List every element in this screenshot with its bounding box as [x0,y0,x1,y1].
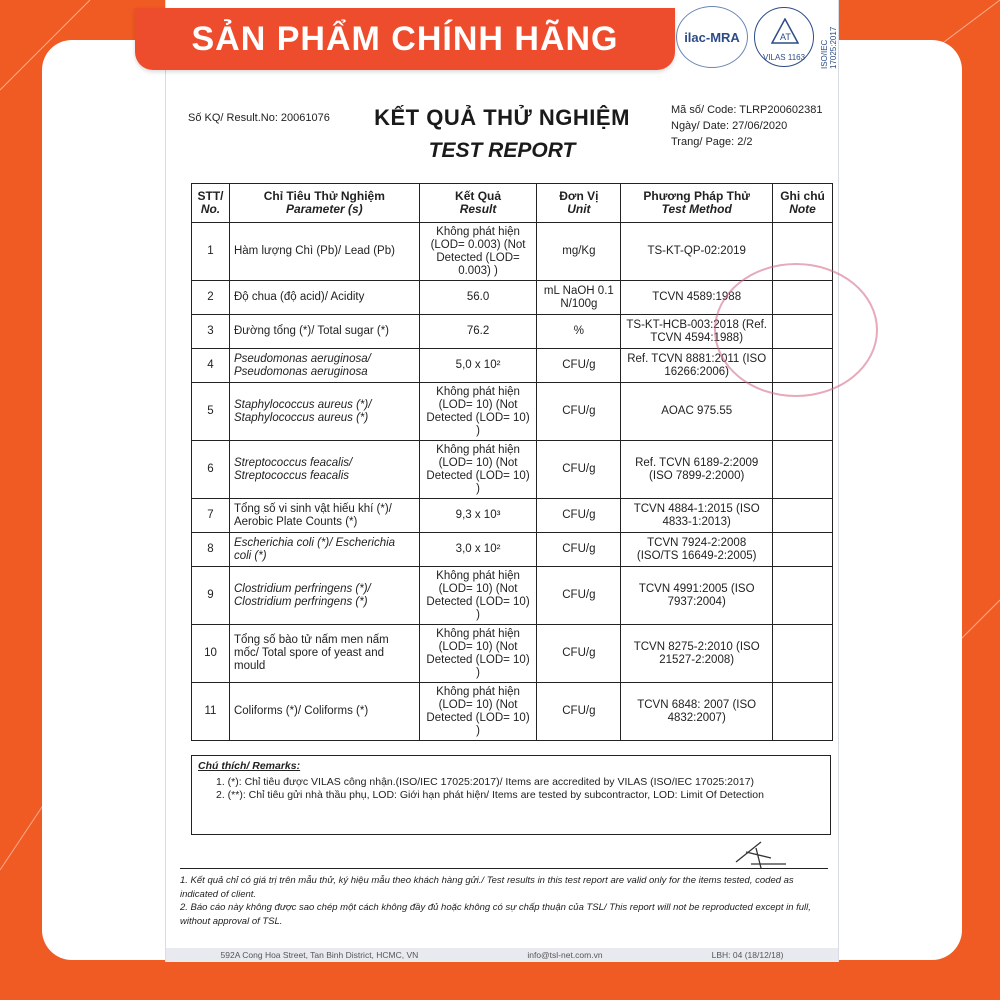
cell-no: 3 [192,315,230,349]
table-body [192,223,833,741]
test-report-document [165,0,839,962]
cell-result: 3,0 x 10² [419,533,537,567]
cell-param: Hàm lượng Chì (Pb)/ Lead (Pb) [229,223,419,281]
cell-unit: CFU/g [537,441,621,499]
cell-result: 76.2 [419,315,537,349]
cell-method: Ref. TCVN 8881:2011 (ISO 16266:2006) [621,349,773,383]
footer-notes [180,868,828,928]
cell-result: Không phát hiện (LOD= 0.003) (Not Detected (LOD= 0.003) ) [419,223,537,281]
cell-unit: mL NaOH 0.1 N/100g [537,281,621,315]
table-row [192,441,833,499]
table-header-cell [192,184,230,223]
results-table [191,183,833,741]
cell-no: 9 [192,567,230,625]
cell-note [773,315,833,349]
cell-no: 10 [192,625,230,683]
cell-no: 5 [192,383,230,441]
authentic-product-banner: SẢN PHẨM CHÍNH HÃNG [135,8,675,70]
cell-param: Clostridium perfringens (*)/ Clostridium perfringens (*) [229,567,419,625]
cell-param: Staphylococcus aureus (*)/ Staphylococcus aureus (*) [229,383,419,441]
remarks-box [191,755,831,835]
table-header-cell [537,184,621,223]
result-number: Số KQ/ Result.No: 20061076 [188,112,330,124]
header-en: Parameter (s) [285,202,363,216]
cell-unit: CFU/g [537,383,621,441]
company-address: 592A Cong Hoa Street, Tan Binh District, HCMC, VN [220,950,419,960]
cell-method: TS-KT-HCB-003:2018 (Ref. TCVN 4594:1988) [621,315,773,349]
header-vi: STT/ [197,189,224,203]
cell-unit: mg/Kg [537,223,621,281]
cell-param: Escherichia coli (*)/ Escherichia coli (*) [229,533,419,567]
cell-note [773,441,833,499]
cell-result: Không phát hiện (LOD= 10) (Not Detected (LOD= 10) ) [419,625,537,683]
header-vi: Chỉ Tiêu Thử Nghiệm [263,189,385,203]
cell-result: Không phát hiện (LOD= 10) (Not Detected (LOD= 10) ) [419,683,537,741]
cell-method: TCVN 6848: 2007 (ISO 4832:2007) [621,683,773,741]
cell-method: TCVN 4991:2005 (ISO 7937:2004) [621,567,773,625]
cell-note [773,499,833,533]
cell-result: Không phát hiện (LOD= 10) (Not Detected (LOD= 10) ) [419,441,537,499]
cell-param: Coliforms (*)/ Coliforms (*) [229,683,419,741]
company-email: info@tsl-net.com.vn [527,950,603,960]
cell-result: Không phát hiện (LOD= 10) (Not Detected (LOD= 10) ) [419,383,537,441]
remarks-title: Chú thích/ Remarks: [198,760,301,772]
cell-param: Đường tổng (*)/ Total sugar (*) [229,315,419,349]
header-en: Note [789,202,816,216]
table-row [192,281,833,315]
cell-unit: CFU/g [537,533,621,567]
svg-text:AT: AT [780,32,791,42]
table-header-cell [621,184,773,223]
cell-param: Tổng số vi sinh vật hiếu khí (*)/ Aerobic Plate Counts (*) [229,499,419,533]
form-code: LBH: 04 (18/12/18) [711,950,784,960]
cell-unit: CFU/g [537,349,621,383]
table-header-cell [773,184,833,223]
cell-param: Streptococcus feacalis/ Streptococcus feacalis [229,441,419,499]
footer-note-1: 1. Kết quả chỉ có giá trị trên mẫu thử, ký hiệu mẫu theo khách hàng gửi./ Test results in this test report are valid only for the items tested, coded as indicated of client. [180,875,794,900]
report-page: Trang/ Page: 2/2 [671,136,753,148]
vilas-number: VILAS 1163 [762,53,806,62]
header-vi: Phương Pháp Thử [643,189,750,203]
cell-result: 56.0 [419,281,537,315]
cell-no: 8 [192,533,230,567]
vilas-logo [754,7,814,67]
bottom-info-bar [166,948,838,962]
report-subtitle: TEST REPORT [428,139,576,162]
accreditation-logos [676,5,838,69]
cell-note [773,625,833,683]
cell-note [773,383,833,441]
table-row [192,349,833,383]
remark-line-1: 1. (*): Chỉ tiêu được VILAS công nhận.(ISO/IEC 17025:2017)/ Items are accredited by VILAS (ISO/IEC 17025:2017) [216,776,755,788]
cell-unit: CFU/g [537,567,621,625]
cell-no: 7 [192,499,230,533]
cell-unit: % [537,315,621,349]
cell-no: 2 [192,281,230,315]
header-vi: Ghi chú [780,189,825,203]
cell-note [773,349,833,383]
cell-note [773,533,833,567]
cell-method: Ref. TCVN 6189-2:2009 (ISO 7899-2:2000) [621,441,773,499]
table-row [192,383,833,441]
table-row [192,625,833,683]
remark-line-2: 2. (**): Chỉ tiêu gửi nhà thầu phụ, LOD: Giới hạn phát hiện/ Items are tested by subcontractor, LOD: Limit Of Detection [216,789,764,801]
table-row [192,499,833,533]
table-row [192,223,833,281]
cell-method: AOAC 975.55 [621,383,773,441]
cell-note [773,223,833,281]
iso-standard-label: ISO/IEC 17025:2017 [820,26,838,69]
header-en: Result [459,202,497,216]
cell-unit: CFU/g [537,499,621,533]
cell-note [773,567,833,625]
header-vi: Đơn Vị [559,189,599,203]
cell-method: TS-KT-QP-02:2019 [621,223,773,281]
cell-param: Pseudomonas aeruginosa/ Pseudomonas aeruginosa [229,349,419,383]
table-header-row [192,184,833,223]
cell-method: TCVN 4589:1988 [621,281,773,315]
table-row [192,315,833,349]
cell-param: Tổng số bào tử nấm men nấm mốc/ Total spore of yeast and mould [229,625,419,683]
ilac-mra-logo: ilac-MRA [676,6,748,68]
cell-no: 11 [192,683,230,741]
cell-no: 4 [192,349,230,383]
cell-unit: CFU/g [537,683,621,741]
header-en: No. [200,202,221,216]
table-row [192,567,833,625]
cell-param: Độ chua (độ acid)/ Acidity [229,281,419,315]
report-meta [671,102,822,150]
cell-method: TCVN 8275-2:2010 (ISO 21527-2:2008) [621,625,773,683]
report-code: Mã số/ Code: TLRP200602381 [671,104,823,116]
cell-note [773,281,833,315]
cell-method: TCVN 4884-1:2015 (ISO 4833-1:2013) [621,499,773,533]
cell-result: Không phát hiện (LOD= 10) (Not Detected (LOD= 10) ) [419,567,537,625]
report-date: Ngày/ Date: 27/06/2020 [671,120,788,132]
cell-result: 9,3 x 10³ [419,499,537,533]
signature-mark [731,838,791,870]
table-row [192,533,833,567]
header-en: Test Method [661,202,732,216]
cell-no: 6 [192,441,230,499]
footer-note-2: 2. Báo cáo này không được sao chép một cách không đầy đủ hoặc không có sự chấp thuận của TSL/ This report will not be reproducted except in full, without approval of TSL. [180,902,811,927]
table-header-cell [229,184,419,223]
table-header-cell [419,184,537,223]
cell-result: 5,0 x 10² [419,349,537,383]
cell-unit: CFU/g [537,625,621,683]
cell-method: TCVN 7924-2:2008 (ISO/TS 16649-2:2005) [621,533,773,567]
header-en: Unit [567,202,591,216]
vilas-triangle-icon [771,18,799,44]
report-title: KẾT QUẢ THỬ NGHIỆM [374,105,630,130]
table-row [192,683,833,741]
header-vi: Kết Quả [455,189,502,203]
cell-note [773,683,833,741]
cell-no: 1 [192,223,230,281]
